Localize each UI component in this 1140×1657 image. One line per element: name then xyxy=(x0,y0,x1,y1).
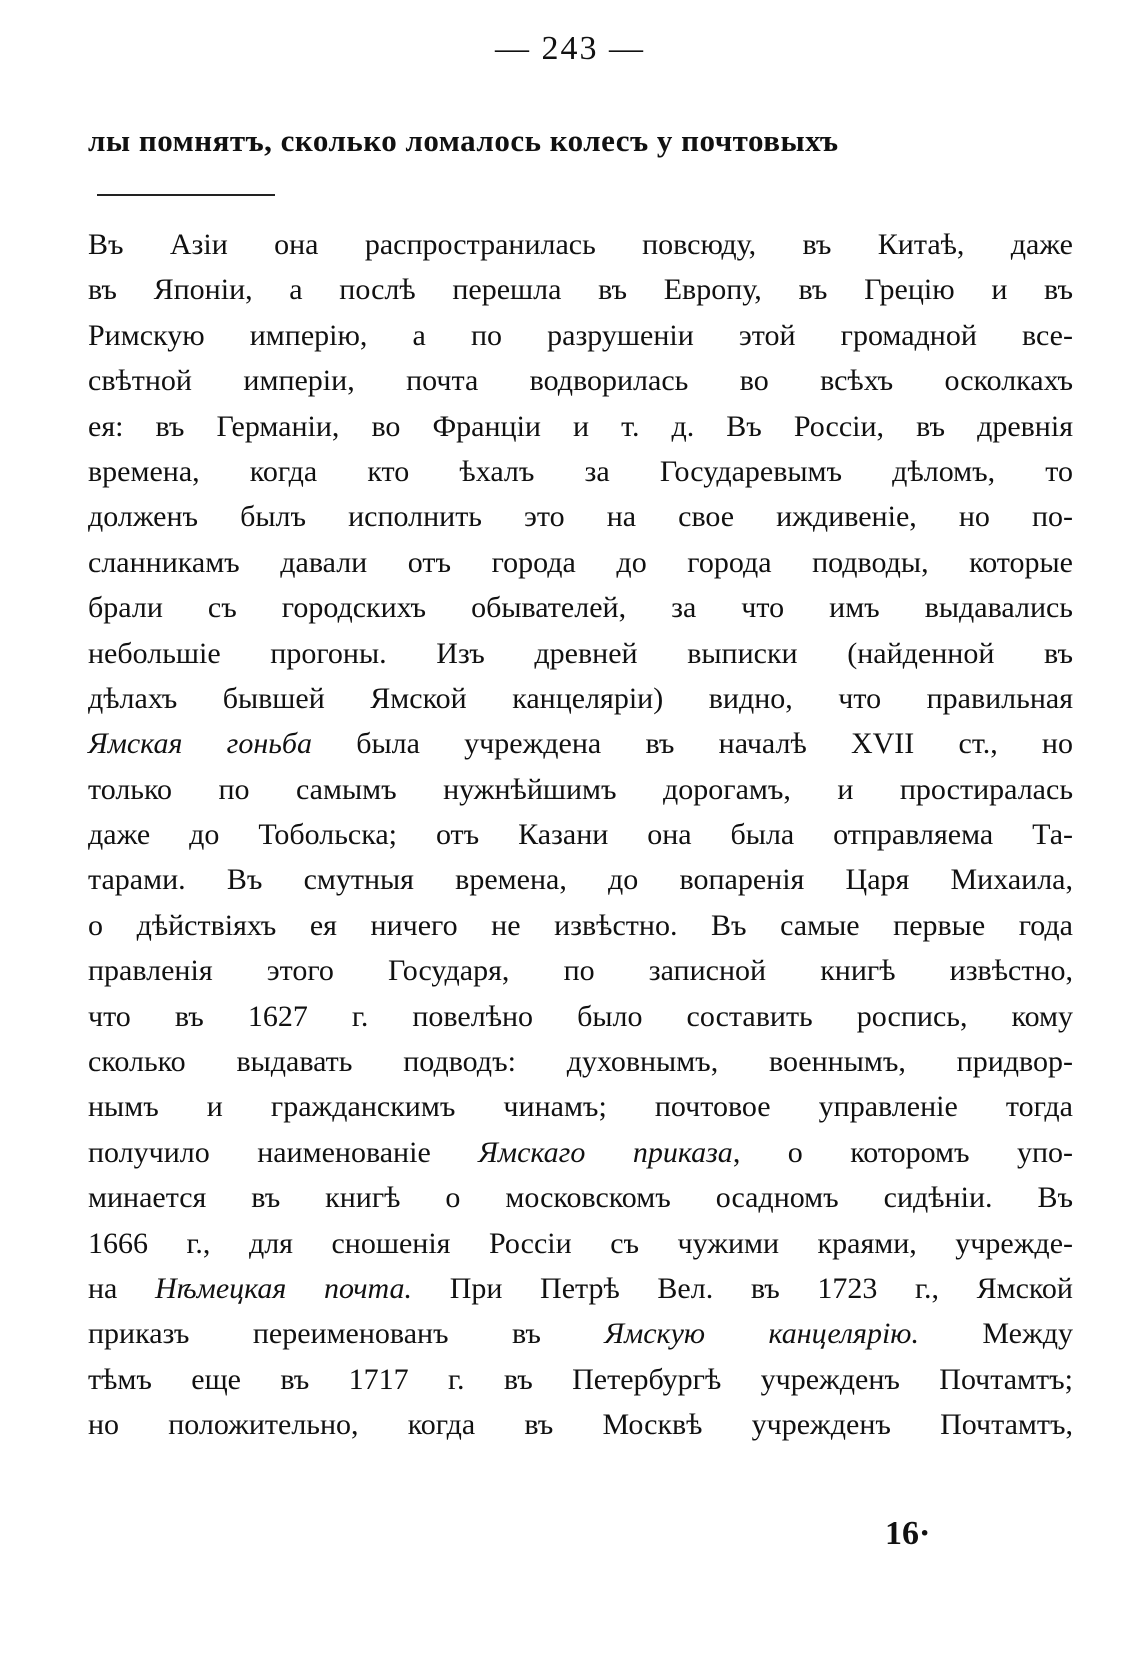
text-segment: только по самымъ нужнѣйшимъ дорогамъ, и простиралась xyxy=(88,772,1073,806)
text-line xyxy=(88,903,1073,948)
text-line xyxy=(88,994,1073,1039)
text-line xyxy=(88,767,1073,812)
text-segment: нымъ и гражданскимъ чинамъ; почтовое управленіе тогда xyxy=(88,1090,1073,1124)
text-line xyxy=(88,404,1073,449)
text-segment: сколько выдавать подводъ: духовнымъ, военнымъ, придвор- xyxy=(88,1045,1073,1079)
text-line xyxy=(88,222,1073,267)
text-line xyxy=(88,1039,1073,1084)
text-segment: , о которомъ упо- xyxy=(732,1135,1073,1169)
text-line xyxy=(88,313,1073,358)
text-segment: получило наименованіе xyxy=(88,1135,479,1169)
text-segment: времена, когда кто ѣхалъ за Государевымъ дѣломъ, то xyxy=(88,454,1073,488)
text-segment: При Петрѣ Вел. въ 1723 г., Ямской xyxy=(412,1271,1073,1305)
text-segment: долженъ былъ исполнить это на свое иждивеніе, но по- xyxy=(88,500,1073,534)
italic-segment: Нѣмецкая почта. xyxy=(155,1271,413,1305)
text-segment: тарами. Въ смутныя времена, до вопаренія Царя Михаила, xyxy=(88,863,1073,897)
text-segment: Въ Азіи она распространилась повсюду, въ Китаѣ, даже xyxy=(88,228,1073,261)
text-line xyxy=(88,358,1073,403)
text-segment: небольшіе прогоны. Изъ древней выписки (найденной въ xyxy=(88,636,1073,670)
text-segment: 1666 г., для сношенія Россіи съ чужими краями, учрежде- xyxy=(88,1226,1073,1260)
text-segment: что въ 1627 г. повелѣно было составить роспись, кому xyxy=(88,999,1073,1033)
text-segment: была учреждена въ началѣ XVII ст., но xyxy=(311,727,1073,761)
text-segment: даже до Тобольска; отъ Казани она была отправляема Та- xyxy=(88,818,1073,852)
text-segment: о дѣйствіяхъ ея ничего не извѣстно. Въ самые первые года xyxy=(88,908,1073,942)
text-line xyxy=(88,1266,1073,1311)
page-number: — 243 — xyxy=(495,30,645,67)
text-segment: Римскую имперію, а по разрушеніи этой громадной все- xyxy=(88,318,1073,352)
text-segment: но положительно, когда въ Москвѣ учрежденъ Почтамтъ, xyxy=(88,1408,1073,1442)
italic-segment: Ямскую канцелярію. xyxy=(604,1317,919,1351)
text-segment: брали съ городскихъ обывателей, за что имъ выдавались xyxy=(88,591,1073,625)
footnote-separator-rule xyxy=(97,194,275,196)
text-line xyxy=(88,1402,1073,1447)
text-segment: Между xyxy=(918,1317,1073,1351)
text-line xyxy=(88,585,1073,630)
body-text xyxy=(88,222,1073,1448)
text-segment: свѣтной имперіи, почта водворилась во всѣхъ осколкахъ xyxy=(88,364,1073,398)
text-line xyxy=(88,857,1073,902)
footnote-continuation: лы помнятъ, сколько ломалось колесъ у почтовыхъ xyxy=(88,123,839,158)
text-segment: на xyxy=(88,1271,155,1305)
italic-segment: Ямская гоньба xyxy=(88,727,312,761)
text-segment: въ Японіи, а послѣ перешла въ Европу, въ Грецію и въ xyxy=(88,273,1073,307)
text-line xyxy=(88,494,1073,539)
text-line xyxy=(88,540,1073,585)
signature-mark: 16· xyxy=(885,1515,931,1552)
text-line xyxy=(88,812,1073,857)
text-line xyxy=(88,1084,1073,1129)
text-line xyxy=(88,676,1073,721)
text-line xyxy=(88,1130,1073,1175)
text-line xyxy=(88,267,1073,312)
text-line xyxy=(88,1311,1073,1356)
text-segment: дѣлахъ бывшей Ямской канцеляріи) видно, что правильная xyxy=(88,681,1073,715)
text-line xyxy=(88,1357,1073,1402)
text-segment: минается въ книгѣ о московскомъ осадномъ сидѣніи. Въ xyxy=(88,1181,1073,1215)
text-line xyxy=(88,631,1073,676)
text-segment: правленія этого Государя, по записной книгѣ извѣстно, xyxy=(88,954,1073,988)
text-segment: приказъ переименованъ въ xyxy=(88,1317,605,1351)
text-segment: тѣмъ еще въ 1717 г. въ Петербургѣ учрежденъ Почтамтъ; xyxy=(88,1362,1073,1396)
text-line xyxy=(88,1221,1073,1266)
text-line xyxy=(88,1175,1073,1220)
text-segment: сланникамъ давали отъ города до города подводы, которые xyxy=(88,545,1073,579)
text-line xyxy=(88,449,1073,494)
text-segment: ея: въ Германіи, во Франціи и т. д. Въ Россіи, въ древнія xyxy=(88,409,1073,443)
text-line xyxy=(88,721,1073,766)
text-line xyxy=(88,948,1073,993)
italic-segment: Ямскаго приказа xyxy=(478,1135,733,1169)
